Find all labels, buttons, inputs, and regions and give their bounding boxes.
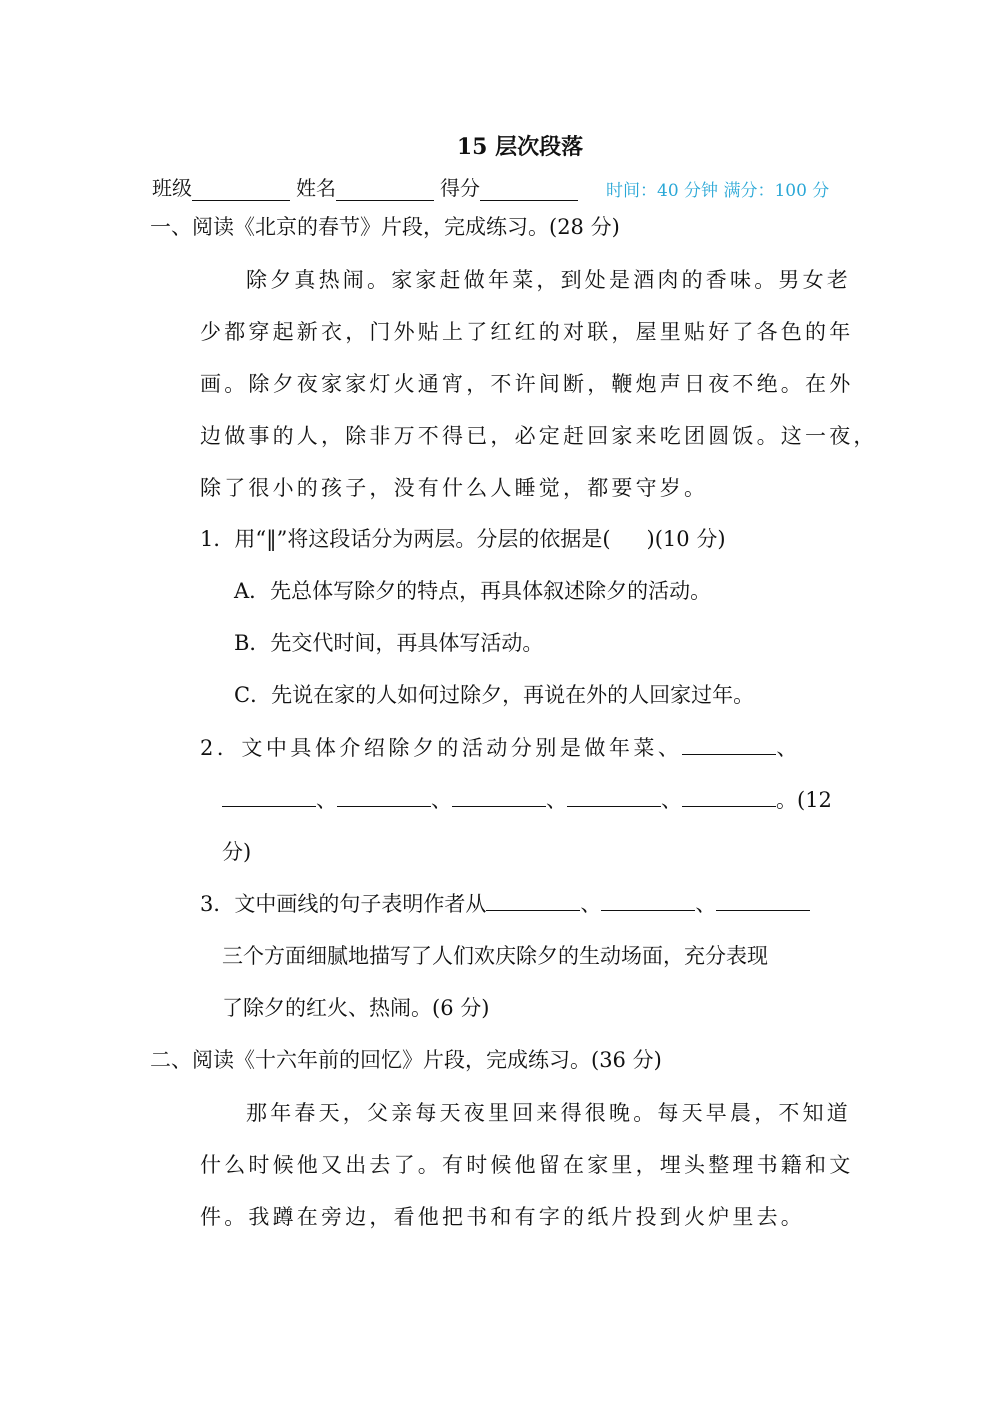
question-3-line1 [200, 888, 810, 918]
section1-passage-line: 少都穿起新衣，门外贴上了红红的对联，屋里贴好了各色的年 [200, 320, 854, 344]
question-2-blank[interactable] [682, 786, 776, 807]
page-title: 15 层次段落 [456, 134, 584, 160]
question-3-separator: 、 [580, 892, 602, 916]
question-2-separator: 、 [776, 736, 801, 760]
question-1-option-a: A．先总体写除夕的特点，再具体叙述除夕的活动。 [234, 579, 712, 603]
time-and-total-score: 时间：40 分钟 满分：100 分 [606, 181, 830, 201]
question-2-separator: 、 [431, 788, 452, 812]
section1-passage-line: 边做事的人，除非万不得已，必定赶回家来吃团圆饭。这一夜， [200, 424, 878, 448]
section2-passage-line: 什么时候他又出去了。有时候他留在家里，埋头整理书籍和文 [200, 1153, 854, 1177]
question-2-score-end: 。(12 [776, 788, 832, 812]
question-2-stem: 2．文中具体介绍除夕的活动分别是做年菜、 [200, 736, 683, 760]
question-3-blank[interactable] [601, 890, 695, 911]
question-2-line2 [222, 784, 832, 814]
question-1-stem-after: )(10 分) [646, 527, 726, 551]
score-blank[interactable] [480, 178, 578, 201]
question-3-line2: 三个方面细腻地描写了人们欢庆除夕的生动场面，充分表现 [222, 944, 768, 968]
question-3-stem: 3．文中画线的句子表明作者从 [200, 892, 487, 916]
section1-passage-line: 除了很小的孩子，没有什么人睡觉，都要守岁。 [200, 476, 709, 500]
question-2-blank[interactable] [567, 786, 661, 807]
question-2-separator: 、 [546, 788, 567, 812]
name-blank[interactable] [336, 178, 434, 201]
question-2-blank[interactable] [452, 786, 546, 807]
section2-heading: 二、阅读《十六年前的回忆》片段，完成练习。(36 分) [150, 1048, 662, 1072]
class-label: 班级 [152, 176, 192, 200]
question-3-separator: 、 [695, 892, 717, 916]
question-2-separator: 、 [661, 788, 682, 812]
score-label: 得分 [440, 176, 480, 200]
section2-passage-line: 件。我蹲在旁边，看他把书和有字的纸片投到火炉里去。 [200, 1205, 805, 1229]
question-3-blank[interactable] [716, 890, 810, 911]
question-1-option-b: B．先交代时间，再具体写活动。 [234, 631, 544, 655]
question-2-blank[interactable] [682, 734, 776, 755]
name-label: 姓名 [296, 176, 336, 200]
question-1-stem [200, 523, 726, 553]
student-info-row [152, 172, 829, 201]
question-1-stem-before: 1．用“‖”将这段话分为两层。分层的依据是( [200, 527, 611, 551]
section2-passage-line: 那年春天，父亲每天夜里回来得很晚。每天早晨，不知道 [246, 1101, 851, 1125]
question-3-blank[interactable] [486, 890, 580, 911]
section1-passage-line: 画。除夕夜家家灯火通宵，不许间断，鞭炮声日夜不绝。在外 [200, 372, 854, 396]
class-blank[interactable] [192, 178, 290, 201]
section1-heading: 一、阅读《北京的春节》片段，完成练习。(28 分) [150, 215, 620, 239]
section1-passage-line: 除夕真热闹。家家赶做年菜，到处是酒肉的香味。男女老 [246, 268, 851, 292]
question-2-separator: 、 [316, 788, 337, 812]
question-2-blank[interactable] [222, 786, 316, 807]
question-2-score-line: 分) [222, 840, 252, 864]
question-1-option-c: C．先说在家的人如何过除夕，再说在外的人回家过年。 [234, 683, 755, 707]
question-3-line3: 了除夕的红火、热闹。(6 分) [222, 996, 490, 1020]
question-2-blank[interactable] [337, 786, 431, 807]
question-2-line1 [200, 732, 801, 762]
